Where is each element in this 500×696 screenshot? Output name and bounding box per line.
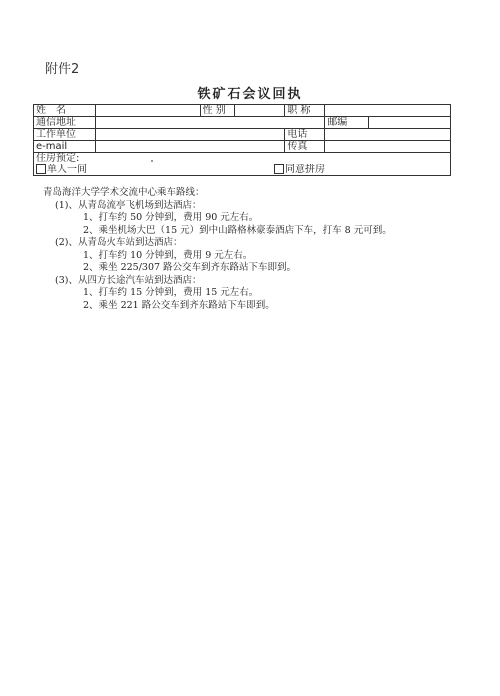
company-field[interactable]: [95, 129, 284, 141]
email-field[interactable]: [95, 141, 284, 153]
share-room-option[interactable]: [274, 164, 325, 175]
company-label: 工作单位: [34, 129, 96, 141]
route-item: 1、打车约 10 分钟到，费用 9 元左右。: [83, 249, 253, 261]
housing-label: 住房预定:: [34, 153, 451, 165]
attachment-label: 附件2: [45, 62, 80, 77]
route-section-title: (1)、从青岛流亭飞机场到达酒店：: [55, 199, 202, 211]
route-section-title: (2)、从青岛火车站到达酒店：: [55, 237, 183, 248]
form-title: 铁矿石会议回执: [197, 87, 303, 102]
share-room-checkbox[interactable]: [274, 164, 284, 174]
fax-label: 传真: [285, 141, 325, 153]
route-directions: [33, 187, 451, 312]
fax-field[interactable]: [325, 141, 451, 153]
postcode-label: 邮编: [325, 117, 369, 129]
form-row-housing-options: [34, 164, 451, 176]
single-room-option[interactable]: [36, 164, 87, 175]
reply-form-table: [33, 104, 451, 176]
position-label: 职 称: [285, 105, 325, 117]
route-item: 2、乘坐 225/307 路公交车到齐东路站下车即到。: [83, 262, 297, 273]
form-row-name: [34, 105, 451, 117]
name-field[interactable]: [95, 105, 200, 117]
position-field[interactable]: [325, 105, 451, 117]
route-item: 2、乘坐 221 路公交车到齐东路站下车即到。: [83, 299, 275, 311]
route-section-title: (3)、从四方长途汽车站到达酒店：: [55, 274, 202, 286]
phone-label: 电话: [285, 129, 325, 141]
email-label: e-mail: [34, 141, 96, 153]
address-field[interactable]: [95, 117, 324, 129]
form-row-address: [34, 117, 451, 129]
route-heading: 青岛海洋大学学术交流中心乘车路线：: [43, 187, 205, 198]
route-item: 1、打车约 15 分钟到，费用 15 元左右。: [83, 287, 259, 298]
route-item: 2、乘坐机场大巴（15 元）到中山路格林豪泰酒店下车，打车 8 元可到。: [83, 224, 392, 236]
phone-field[interactable]: [325, 129, 451, 141]
housing-options: [34, 164, 451, 176]
gender-label: 性 别: [200, 105, 234, 117]
route-item: 1、打车约 50 分钟到，费用 90 元左右。: [83, 212, 259, 223]
form-row-company: [34, 129, 451, 141]
share-room-label: 同意拼房: [285, 164, 325, 175]
scan-speck: [151, 160, 153, 162]
single-room-label: 单人一间: [47, 164, 87, 175]
gender-field[interactable]: [234, 105, 285, 117]
form-row-email: [34, 141, 451, 153]
single-room-checkbox[interactable]: [36, 164, 46, 174]
address-label: 通信地址: [34, 117, 96, 129]
form-row-housing: [34, 153, 451, 165]
postcode-field[interactable]: [369, 117, 451, 129]
name-label: 姓 名: [34, 105, 96, 117]
